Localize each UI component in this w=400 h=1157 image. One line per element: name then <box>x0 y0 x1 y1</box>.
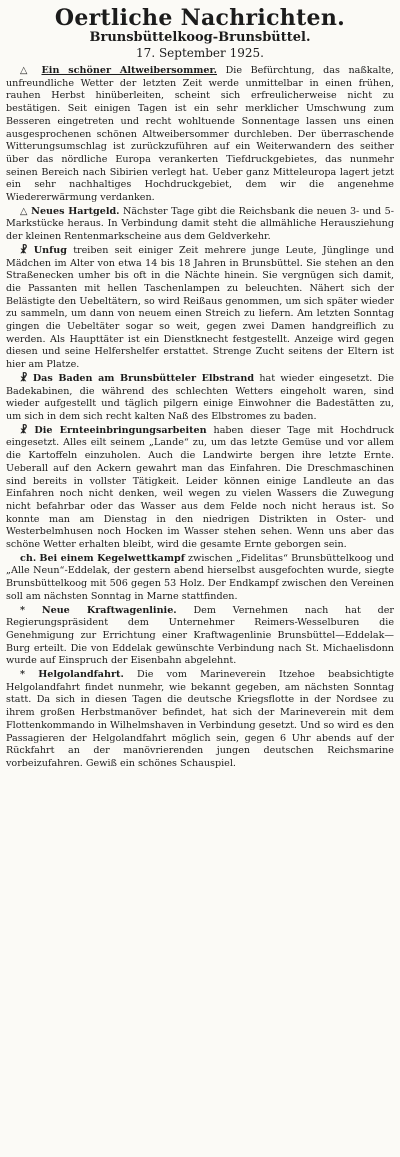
article-body: Die Befürchtung, das naßkalte, unfreundliche Wetter der letzten Zeit werde unmittelbar in einen frühen, rauhen Herbst hinüberleiten, scheint sich erfreulicherweise nicht zu bestätigen. Seit einigen Tagen ist ein sehr merklicher Umschwung zum Besseren eingetreten und recht wohltuende Sonnentage lassen uns einen ausgesprochenen schönen Altweibersommer durchleben. Der überraschende Witterungsumschlag ist zurückzuführen auf ein Weiterwandern des seither über das nördliche Europa verankerten Tiefdruckgebietes, das nunmehr seinen Bereich nach Sibirien verlegt hat. Ueber ganz Mitteleuropa lagert jetzt ein sehr nachhaltiges Hochdruckgebiet, dem wir die angenehme Wiedererwärmung verdanken. <box>6 65 394 204</box>
article-unfug <box>6 245 394 372</box>
article-body: zwischen „Fidelitas“ Brunsbüttelkoog und „Alle Neun“-Eddelak, der gestern abend hierselbst ausgefochten wurde, siegte Brunsbüttelkoog mit 506 gegen 53 Holz. Der Endkampf zwischen den Vereinen soll am nächsten Sonntag in Marne stattfinden. <box>6 552 394 602</box>
article-body: Die vom Marineverein Itzehoe beabsichtigte Helgolandfahrt findet nunmehr, wie bekannt gegeben, am nächsten Sonntag statt. Da sich in diesen Tagen die deutsche Kriegsflotte in der Nordsee zu ihrem großen Herbstmanöver befindet, hat sich der Marineverein mit dem Flottenkommando in Wilhelmshaven in Verbindung gesetzt. Und so wird es den Passagieren der Helgolandfahrt möglich sein, gegen 6 Uhr abends auf der Rückfahrt an der manövrierenden jungen deutschen Reichsmarine vorbeizufahren. Gewiß ein schönes Schauspiel. <box>6 669 394 769</box>
article-marker: △ <box>20 65 33 76</box>
article-altweibersommer <box>6 65 394 205</box>
article-marker: * <box>20 604 26 616</box>
dateline: 17. September 1925. <box>136 46 264 60</box>
article-headline: Das Baden am Brunsbütteler Elbstrand <box>32 372 255 384</box>
masthead-title: Oertliche Nachrichten. <box>54 5 346 31</box>
article-headline: Neues Hartgeld. <box>31 205 120 217</box>
article-body: Nächster Tage gibt die Reichsbank die neuen 3- und 5-Markstücke heraus. In Verbindung damit steht die allmähliche Herausziehung der kleinen Rentenmarkscheine aus dem Geldverkehr. <box>6 205 394 243</box>
article-helgolandfahrt <box>6 669 394 771</box>
article-marker: ch. <box>20 552 37 564</box>
article-marker: ☧ <box>20 424 28 436</box>
section-subhead: Brunsbüttelkoog-Brunsbüttel. <box>89 30 311 45</box>
article-headline: Die Ernteeinbringungsarbeiten <box>34 424 207 436</box>
article-marker: ☧ <box>20 244 28 256</box>
article-body: hat wieder eingesetzt. Die Badekabinen, die während des schlechten Wetters eingeholt waren, sind wieder aufgestellt und täglich pilgern einige Einwohner die Badestätten zu, um sich in dem sich recht kalten Naß des Elbstromes zu baden. <box>6 372 394 422</box>
article-headline: Neue Kraftwagenlinie. <box>41 604 177 616</box>
article-marker: ☧ <box>20 372 28 384</box>
article-marker: △ <box>20 205 28 217</box>
article-headline: Ein schöner Altweibersommer. <box>41 65 217 76</box>
article-kraftwagenlinie <box>6 605 394 669</box>
article-marker: * <box>20 669 26 681</box>
article-baden <box>6 373 394 424</box>
article-headline: Bei einem Kegelwettkampf <box>39 552 185 564</box>
article-body: treiben seit einiger Zeit mehrere junge Leute, Jünglinge und Mädchen im Alter von etwa 14 bis 18 Jahren in Brunsbüttel. Sie stehen an den Straßenecken umher bis oft in die Nächte hinein. Sie vergnügen sich damit, die Passanten mit hellen Taschenlampen zu beleuchten. Nähert sich der Belästigte den Uebeltätern, so wird Reißaus genommen, um sich später wieder zu sammeln, um dann von neuem einen Streich zu liefern. Am letzten Sonntag gingen die Uebeltäter sogar so weit, gegen zwei Damen handgreiflich zu werden. Als Haupttäter ist ein Dienstknecht festgestellt. Anzeige wird gegen diesen und seine Helfershelfer erstattet. Strenge Zucht seitens der Eltern ist hier am Platze. <box>6 244 394 371</box>
article-hartgeld <box>6 206 394 244</box>
article-ernte <box>6 425 394 552</box>
article-kegelwettkampf <box>6 553 394 604</box>
article-headline: Unfug <box>33 244 67 256</box>
article-body: haben dieser Tage mit Hochdruck eingesetzt. Alles eilt seinem „Lande“ zu, um das letzte Gemüse und vor allem die Kartoffeln einzuholen. Auch die Landwirte bergen ihre letzte Ernte. Ueberall auf den Ackern gewahrt man das Einfahren. Die Dreschmaschinen sind bereits in vollster Tätigkeit. Leider können einige Landleute an das Einfahren noch nicht denken, weil wegen zu vielen Wassers die Zuwegung nicht befahrbar oder das Wasser aus dem Felde noch nicht heraus ist. So konnte man am Dienstag in den niedrigen Distrikten in Oster- und Westerbelmhusen noch Hocken im Wasser stehen sehen. Wenn uns aber das schöne Wetter erhalten bleibt, wird die gesamte Ernte geborgen sein. <box>6 424 394 551</box>
article-headline: Helgolandfahrt. <box>38 669 124 681</box>
article-body: Dem Vernehmen nach hat der Regierungspräsident dem Unternehmer Reimers-Wesselburen die Genehmigung zur Errichtung einer Kraftwagenlinie Brunsbüttel—Eddelak—Burg erteilt. Die von Eddelak gewünschte Verbindung nach St. Michaelisdonn wurde auf Einspruch der Eisenbahn abgelehnt. <box>6 604 394 667</box>
